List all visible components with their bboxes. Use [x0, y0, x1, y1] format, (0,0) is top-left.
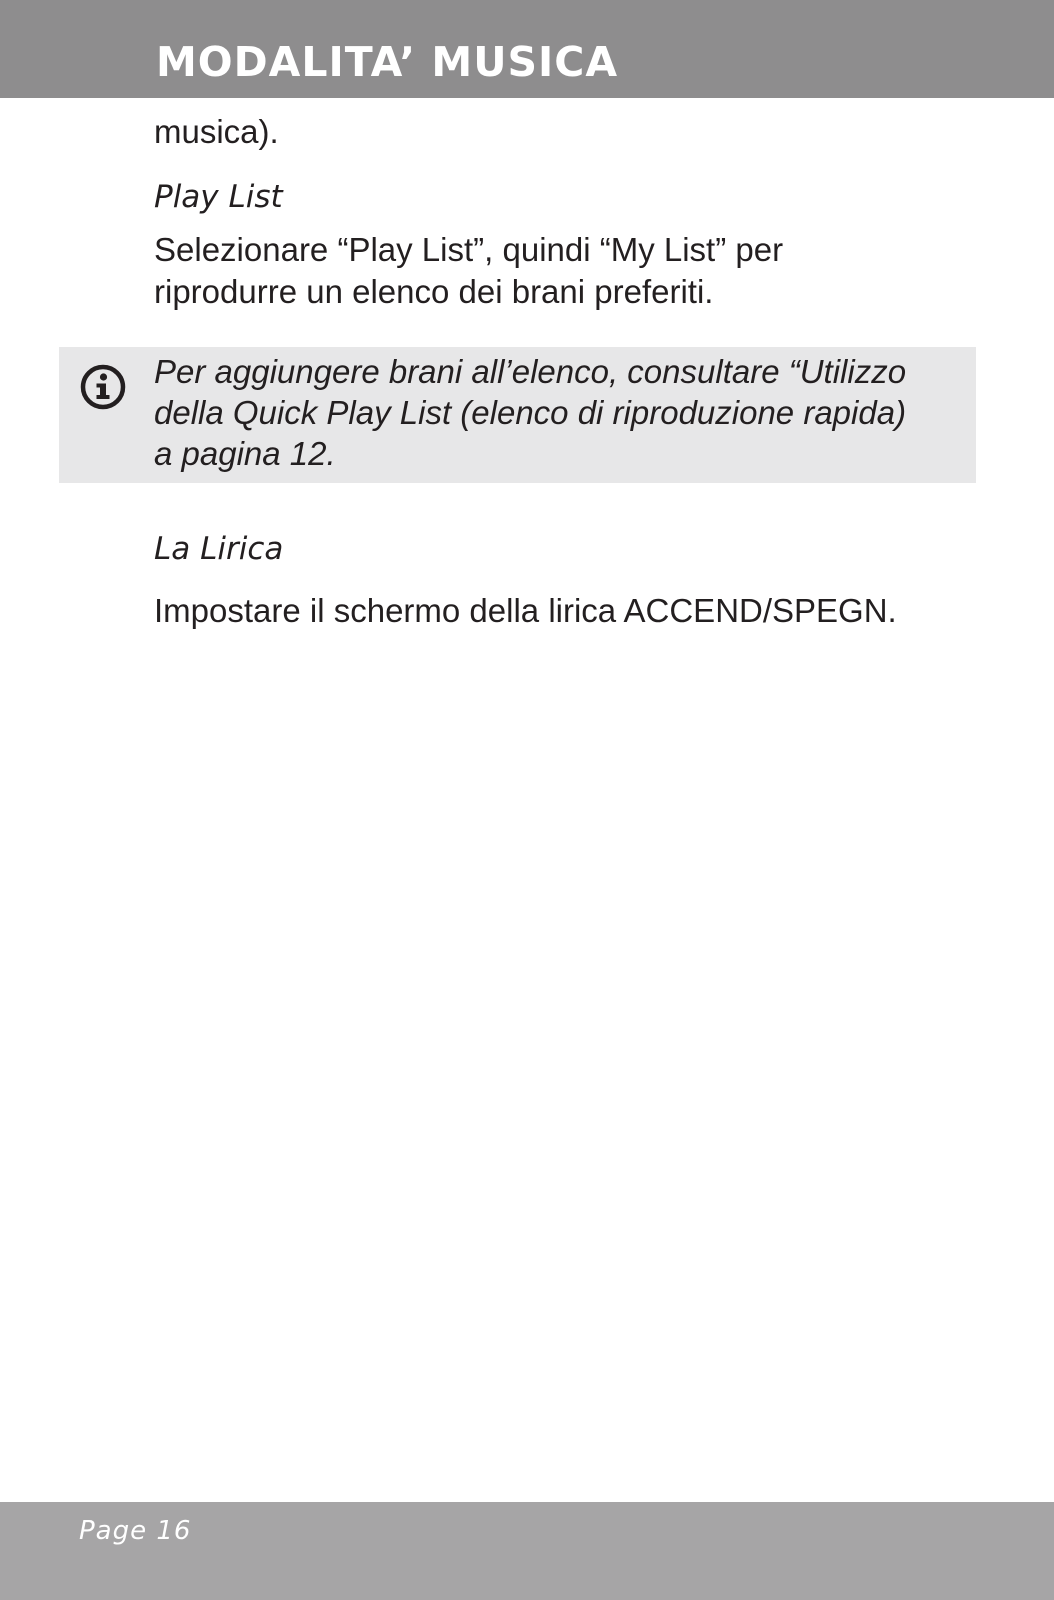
note-line3: a pagina 12.	[154, 435, 336, 472]
note-text	[154, 351, 906, 474]
continuation-text: musica).	[154, 113, 279, 150]
play-list-text-line1: Selezionare “Play List”, quindi “My List” per	[154, 231, 784, 268]
page-number: Page 16	[79, 1516, 192, 1546]
header-bar	[0, 0, 1054, 98]
lyrics-heading: La Lirica	[154, 531, 284, 567]
play-list-text-line2: riprodurre un elenco dei brani preferiti.	[154, 273, 714, 310]
note-line2: della Quick Play List (elenco di riproduzione rapida)	[154, 394, 907, 431]
info-icon	[80, 364, 126, 410]
note-line1: Per aggiungere brani all’elenco, consultare “Utilizzo	[154, 353, 907, 390]
lyrics-text: Impostare il schermo della lirica ACCEND/SPEGN.	[154, 592, 897, 629]
play-list-heading: Play List	[154, 179, 283, 215]
page-title: MODALITA’ MUSICA	[156, 38, 619, 86]
